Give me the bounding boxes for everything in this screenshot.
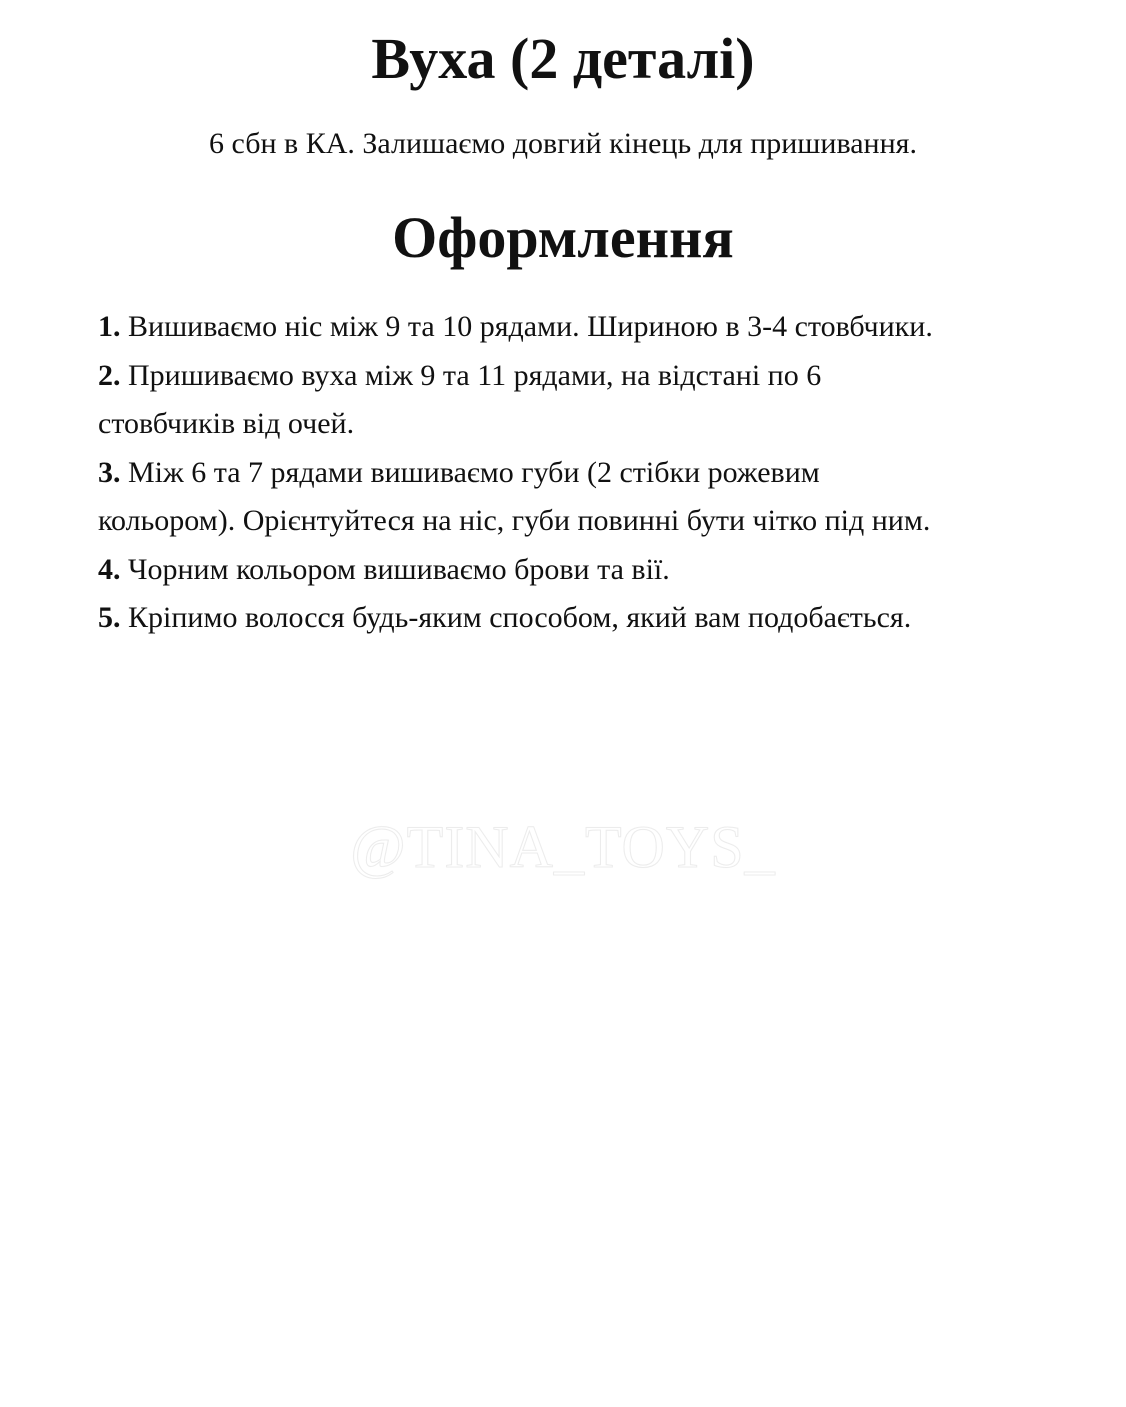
step-item <box>98 546 958 595</box>
step-number: 1. <box>98 310 121 343</box>
decoration-section-title: Оформлення <box>392 205 734 270</box>
ears-instruction: 6 сбн в КА. Залишаємо довгий кінець для пришивання. <box>209 127 917 160</box>
step-number: 3. <box>98 455 121 489</box>
step-text: Між 6 та 7 рядами вишиваємо губи (2 стібки рожевим кольором). Орієнтуйтеся на ніс, губи повинні бути чітко під ним. <box>98 455 931 537</box>
step-number: 5. <box>98 601 121 634</box>
ears-section-title: Вуха (2 деталі) <box>371 26 755 91</box>
step-text: Чорним кольором вишиваємо брови та вії. <box>128 552 670 586</box>
watermark: @TINA_TOYS_ <box>350 814 776 880</box>
step-text: Пришиваємо вуха між 9 та 11 рядами, на відстані по 6 стовбчиків від очей. <box>98 358 822 440</box>
step-item <box>98 594 958 643</box>
step-item <box>98 303 958 352</box>
step-item <box>98 352 958 449</box>
step-number: 4. <box>98 552 121 586</box>
step-item <box>98 449 958 546</box>
step-text: Кріпимо волосся будь-яким способом, який вам подобається. <box>128 601 912 634</box>
step-text: Вишиваємо ніс між 9 та 10 рядами. Шириною в 3-4 стовбчики. <box>128 310 933 343</box>
decoration-steps-list <box>98 303 958 643</box>
step-number: 2. <box>98 358 121 392</box>
